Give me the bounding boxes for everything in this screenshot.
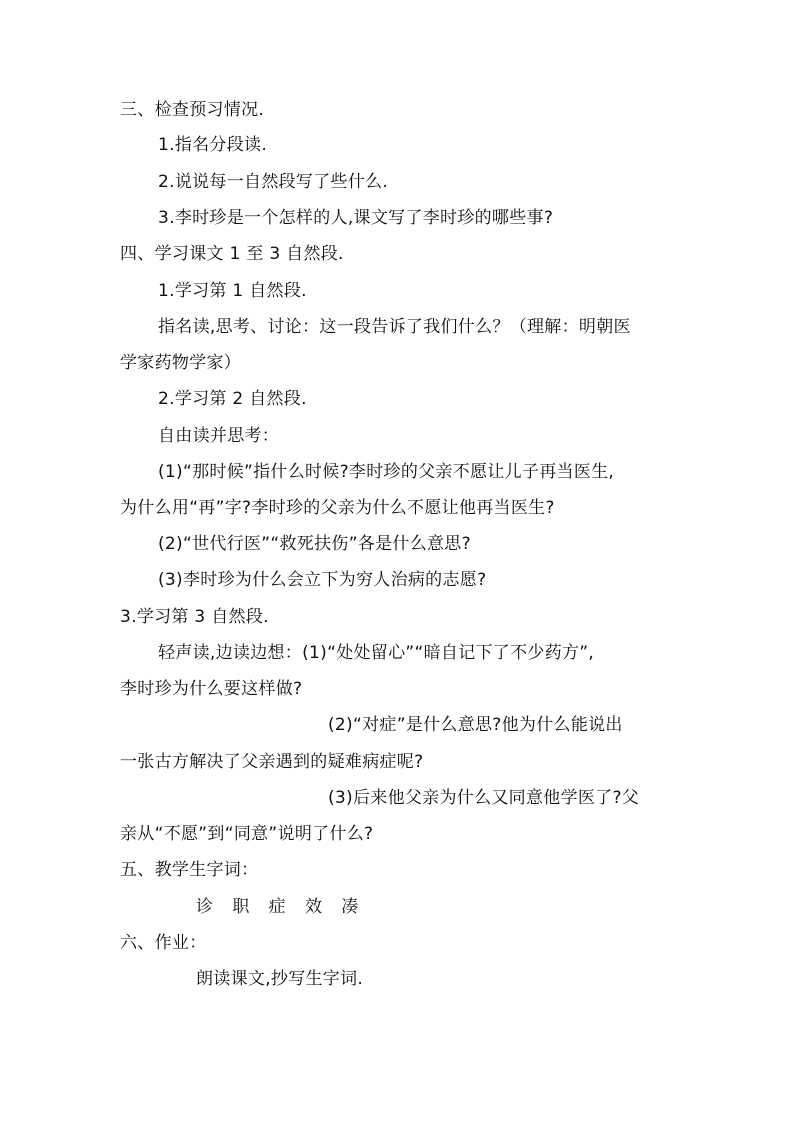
paragraph: 学家药物学家） — [120, 353, 242, 373]
paragraph: 1.学习第 1 自然段. — [158, 281, 307, 301]
paragraph: 1.指名分段读. — [158, 135, 268, 155]
vocab-char: 症 — [268, 897, 286, 917]
question: 亲从“不愿”到“同意”说明了什么? — [120, 824, 374, 844]
section-6-heading: 六、作业： — [120, 933, 207, 953]
paragraph: 指名读,思考、讨论：这一段告诉了我们什么？（理解：明朝医 — [158, 317, 631, 337]
question: (2)“对症”是什么意思?他为什么能说出 — [328, 715, 623, 735]
vocab-char: 凑 — [341, 897, 359, 917]
paragraph: 自由读并思考： — [158, 426, 280, 446]
vocabulary-list — [196, 895, 359, 919]
question: (2)“世代行医”“救死扶伤”各是什么意思? — [158, 534, 471, 554]
vocab-char: 职 — [232, 897, 250, 917]
question: (1)“那时候”指什么时候?李时珍的父亲不愿让儿子再当医生, — [158, 462, 615, 482]
question: (3)李时珍为什么会立下为穷人治病的志愿? — [158, 570, 487, 590]
question: 一张古方解决了父亲遇到的疑难病症呢? — [120, 752, 424, 772]
paragraph: 3.学习第 3 自然段. — [120, 607, 269, 627]
paragraph: 2.说说每一自然段写了些什么. — [158, 172, 389, 192]
section-3-heading: 三、检查预习情况. — [120, 100, 265, 120]
paragraph: 李时珍为什么要这样做? — [120, 679, 303, 699]
paragraph: 2.学习第 2 自然段. — [158, 389, 307, 409]
paragraph: 朗读课文,抄写生字词. — [196, 969, 364, 989]
question: (3)后来他父亲为什么又同意他学医了?父 — [328, 788, 640, 808]
section-4-heading: 四、学习课文 1 至 3 自然段. — [120, 244, 344, 264]
section-5-heading: 五、教学生字词： — [120, 860, 259, 880]
paragraph: 3.李时珍是一个怎样的人,课文写了李时珍的哪些事? — [158, 208, 554, 228]
vocab-char: 效 — [304, 897, 323, 917]
paragraph: 轻声读,边读边想：(1)“处处留心”“暗自记下了不少药方”, — [158, 643, 595, 663]
vocab-char: 诊 — [196, 897, 214, 917]
question: 为什么用“再”字?李时珍的父亲为什么不愿让他再当医生? — [120, 498, 555, 518]
